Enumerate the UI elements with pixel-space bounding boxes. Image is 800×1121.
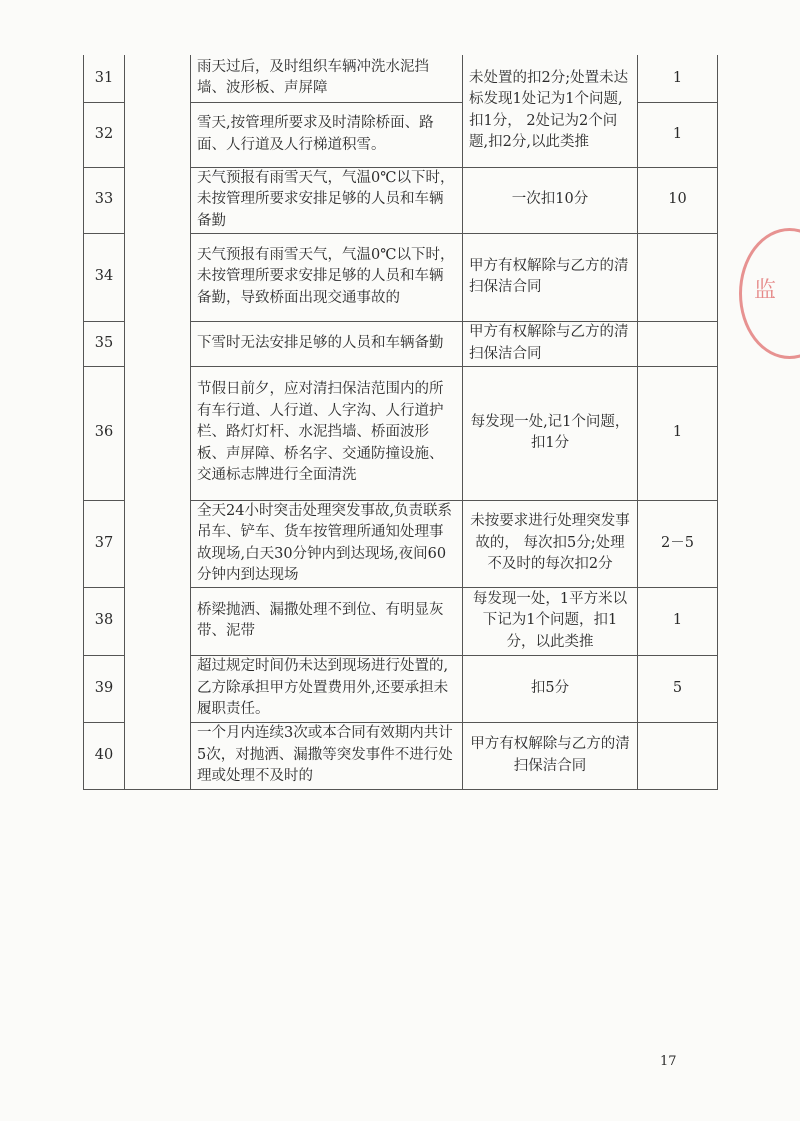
score-cell [638,233,718,321]
item-cell: 雨天过后，及时组织车辆冲洗水泥挡墙、波形板、声屏障 [191,55,463,102]
score-cell: 5 [638,655,718,722]
table-row [84,55,718,102]
red-seal-stamp: 监 [739,228,800,359]
penalty-cell: 扣5分 [463,655,638,722]
item-cell: 下雪时无法安排足够的人员和车辆备勤 [191,321,463,366]
penalty-cell: 一次扣10分 [463,167,638,233]
score-cell: 10 [638,167,718,233]
score-cell: 1 [638,587,718,655]
row-number: 31 [84,55,125,102]
score-cell [638,722,718,789]
item-cell: 超过规定时间仍未达到现场进行处置的,乙方除承担甲方处置费用外,还要承担未履职责任。 [191,655,463,722]
item-cell: 雪天,按管理所要求及时清除桥面、路面、人行道及人行梯道积雪。 [191,102,463,167]
score-cell: 1 [638,102,718,167]
category-cell [125,55,191,789]
row-number: 32 [84,102,125,167]
row-number: 36 [84,366,125,500]
item-cell: 节假日前夕，应对清扫保洁范围内的所有车行道、人行道、人字沟、人行道护栏、路灯灯杆、水泥挡墙、桥面波形板、声屏障、桥名字、交通防撞设施、交通标志牌进行全面清洗 [191,366,463,500]
penalty-cell: 每发现一处，1平方米以下记为1个问题，扣1分，以此类推 [463,587,638,655]
penalty-cell: 每发现一处,记1个问题，扣1分 [463,366,638,500]
row-number: 33 [84,167,125,233]
row-number: 34 [84,233,125,321]
penalty-cell: 未处置的扣2分;处置未达标发现1处记为1个问题,扣1分， 2处记为2个问题,扣2分,以此类推 [463,55,638,167]
row-number: 37 [84,500,125,587]
row-number: 39 [84,655,125,722]
penalty-cell: 未按要求进行处理突发事故的， 每次扣5分;处理不及时的每次扣2分 [463,500,638,587]
item-cell: 桥梁抛洒、漏撒处理不到位、有明显灰带、泥带 [191,587,463,655]
item-cell: 天气预报有雨雪天气，气温0℃以下时，未按管理所要求安排足够的人员和车辆备勤 [191,167,463,233]
item-cell: 天气预报有雨雪天气，气温0℃以下时，未按管理所要求安排足够的人员和车辆备勤，导致桥面出现交通事故的 [191,233,463,321]
row-number: 40 [84,722,125,789]
penalty-cell: 甲方有权解除与乙方的清扫保洁合同 [463,722,638,789]
penalty-cell: 甲方有权解除与乙方的清扫保洁合同 [463,321,638,366]
page-number: 17 [660,1054,677,1069]
penalty-cell: 甲方有权解除与乙方的清扫保洁合同 [463,233,638,321]
score-cell: 1 [638,55,718,102]
item-cell: 一个月内连续3次或本合同有效期内共计5次，对抛洒、漏撒等突发事件不进行处理或处理不及时的 [191,722,463,789]
penalty-table [83,55,718,790]
row-number: 38 [84,587,125,655]
score-cell [638,321,718,366]
item-cell: 全天24小时突击处理突发事故,负责联系吊车、铲车、货车按管理所通知处理事故现场,白天30分钟内到达现场,夜间60分钟内到达现场 [191,500,463,587]
score-cell: 1 [638,366,718,500]
row-number: 35 [84,321,125,366]
score-cell: 2－5 [638,500,718,587]
